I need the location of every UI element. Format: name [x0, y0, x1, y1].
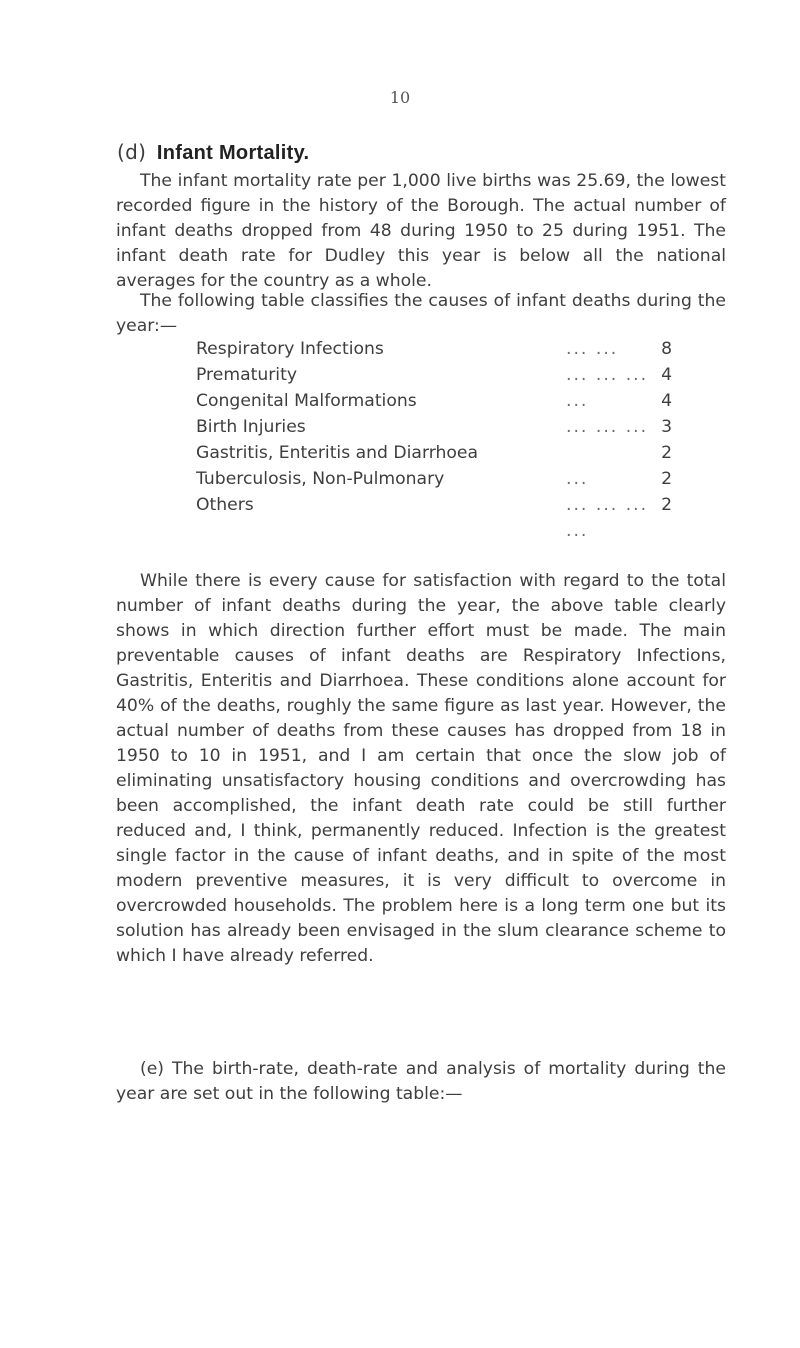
section-letter: (d) — [117, 140, 147, 164]
cause-leader-dots: ... ... ... ... — [566, 495, 649, 541]
table-row — [196, 336, 672, 362]
table-row — [196, 362, 672, 388]
cause-label: Gastritis, Enteritis and Diarrhoea — [196, 443, 479, 463]
table-row — [196, 466, 672, 492]
table-row — [196, 492, 672, 541]
page-number: 10 — [389, 88, 411, 107]
cause-label: Congenital Malformations — [196, 391, 417, 411]
table-row — [196, 414, 672, 440]
discussion-paragraph: While there is every cause for satisfaction with regard to the total number of infant deaths during the year, the above table clearly shows in which direction further effort must be made. The main preventable causes of infant deaths are Respiratory Infections, Gastritis, Enteritis and Diarrhoea. These conditions alone account for 40% of the deaths, roughly the same figure as last year. However, the actual number of deaths from these causes has dropped from 18 in 1950 to 10 in 1951, and I am certain that once the slow job of eliminating unsatisfactory housing conditions and overcrowding has been accomplished, the infant death rate could be still further reduced and, I think, permanently reduced. Infection is the greatest single factor in the cause of infant deaths, and in spite of the most modern preventive measures, it is very difficult to overcome in overcrowded households. The problem here is a long term one but its solution has already been envisaged in the slum clearance scheme to which I have already referred. — [116, 571, 726, 966]
cause-count: 2 — [661, 495, 672, 515]
cause-count: 8 — [661, 339, 672, 359]
cause-leader-dots: ... ... ... — [566, 365, 649, 385]
section-title: Infant Mortality. — [156, 142, 310, 164]
section-heading — [117, 140, 309, 165]
cause-label: Birth Injuries — [196, 417, 306, 437]
cause-count: 3 — [661, 417, 672, 437]
causes-table — [196, 336, 672, 541]
next-section-paragraph: (e) The birth-rate, death-rate and analysis of mortality during the year are set out in the following table:— — [116, 1059, 726, 1104]
cause-label: Tuberculosis, Non-Pulmonary — [196, 469, 445, 489]
cause-leader-dots: ... — [566, 391, 589, 411]
cause-leader-dots: ... ... — [566, 339, 619, 359]
cause-count: 2 — [661, 469, 672, 489]
cause-label: Prematurity — [196, 365, 297, 385]
cause-count: 2 — [661, 443, 672, 463]
cause-count: 4 — [661, 391, 672, 411]
table-intro-paragraph: The following table classifies the causes of infant deaths during the year:— — [116, 291, 726, 336]
cause-leader-dots: ... ... ... — [566, 417, 649, 437]
table-row — [196, 440, 672, 466]
table-row — [196, 388, 672, 414]
intro-paragraph: The infant mortality rate per 1,000 live births was 25.69, the lowest recorded figure in the history of the Borough. The actual number of infant deaths dropped from 48 during 1950 to 25 during 1951. The infant death rate for Dudley this year is below all the national averages for the country as a whole. — [116, 171, 726, 291]
cause-count: 4 — [661, 365, 672, 385]
cause-leader-dots: ... — [566, 469, 589, 489]
cause-label: Others — [196, 495, 254, 515]
cause-label: Respiratory Infections — [196, 339, 384, 359]
